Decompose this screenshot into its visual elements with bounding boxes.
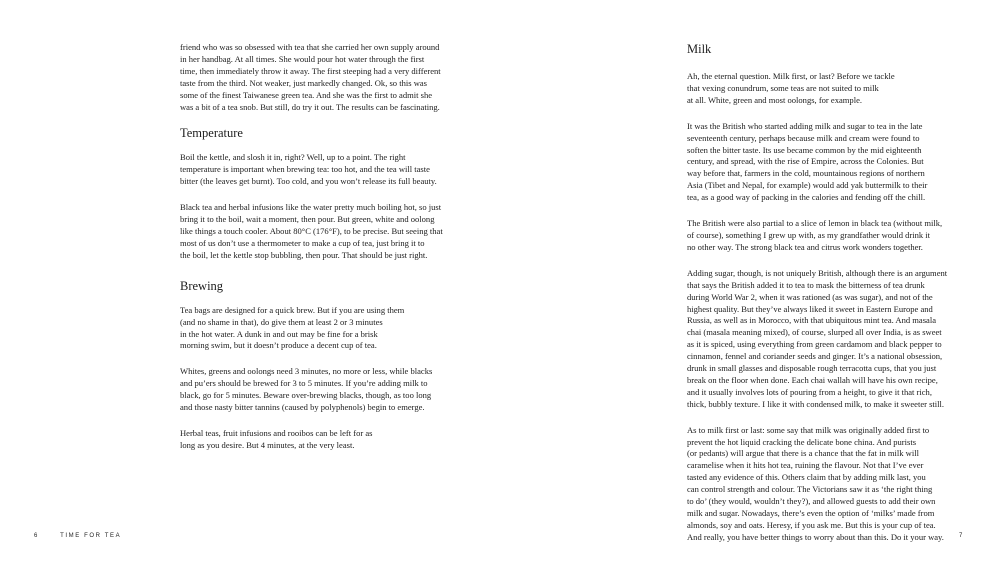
milk-paragraph: The British were also partial to a slice of lemon in black tea (without milk, of course), something I grew up with, as my grandfather would drink it no other way. The strong black tea and citrus work wonders together. (687, 218, 943, 252)
brewing-paragraph: Herbal teas, fruit infusions and rooibos can be left for as long as you desire. But 4 minutes, at the very least. (180, 427, 373, 450)
milk-paragraph: It was the British who started adding milk and sugar to tea in the late seventeenth century, perhaps because milk and cream were found to soften the bitter taste. Its use became common by the mid eighteenth century, and spread, with the rise of Empire, across the Colonies. But way before that, farmers in the cold, mountainous regions of northern Asia (Tibet and Nepal, for example) would add yak buttermilk to their tea, as a good way of packing in the calories and fending off the chill. (687, 120, 928, 203)
page-number: 7 (959, 533, 963, 539)
page-number: 6 (34, 533, 39, 539)
brewing-heading: Brewing (180, 278, 224, 293)
right-page-column (687, 42, 969, 558)
milk-paragraph: As to milk first or last: some say that milk was originally added first to prevent the hot liquid cracking the delicate bone china. And purists (or pedants) will argue that there is a chance that the fat in milk will caramelise when it hits hot tea, ruining the flavour. Not that I’ve ever tasted any evidence of this. Others claim that by adding milk last, you can control strength and colour. The Victorians saw it as ‘the right thing to do’ (they would, wouldn’t they?), and allowed guests to add their own milk and sugar. Nowadays, there’s even the option of ‘milks’ made from almonds, soy and oats. Heresy, if you ask me. But this is your cup of tea. And really, you have better things to worry about than this. Do it your way. (687, 424, 944, 542)
brewing-paragraph: Tea bags are designed for a quick brew. But if you are using them (and no shame in that), do give them at least 2 or 3 minutes in the hot water. A dunk in and out may be fine for a brisk morning swim, but it doesn’t produce a decent cup of tea. (180, 304, 405, 351)
left-page-footer (34, 533, 121, 539)
temperature-heading: Temperature (180, 126, 243, 141)
brewing-paragraph: Whites, greens and oolongs need 3 minutes, no more or less, while blacks and pu’ers should be brewed for 3 to 5 minutes. If you’re adding milk to black, go for 5 minutes. Beware over-brewing blacks, though, as too long and those nasty bitter tannins (caused by polyphenols) begin to emerge. (180, 366, 433, 413)
running-title: TIME FOR TEA (60, 533, 122, 539)
milk-paragraph: Adding sugar, though, is not uniquely British, although there is an argument that says the British added it to tea to mask the bitterness of tea drunk during World War 2, when it was rationed (as was sugar), and not of the highest quality. But they’ve always liked it sweet in Eastern Europe and Russia, as well as in Morocco, with that ubiquitous mint tea. And masala chai (masala meaning mixed), of course, slurped all over India, is as sweet as it is spiced, using everything from green cardamom and black pepper to cinnamon, fennel and coriander seeds and ginger. It’s a national obsession, drunk in small glasses and disposable rough terracotta cups, that you just break on the floor when done. Each chai wallah will have his own recipe, and it usually involves lots of pouring from a height, to give it that rich, thick, bubbly texture. I like it with condensed milk, to make it sweeter still. (687, 267, 948, 409)
intro-paragraph: friend who was so obsessed with tea that she carried her own supply around in her handbag. At all times. She would pour hot water through the first time, then immediately throw it away. The first steeping had a very different taste from the third. Not weaker, just markedly changed. Ok, so this was some of the finest Taiwanese green tea. And she was the first to admit she was a bit of a tea snob. But still, do try it out. The results can be fascinating. (180, 42, 441, 112)
temperature-paragraph: Boil the kettle, and slosh it in, right? Well, up to a point. The right temperature is important when brewing tea: too hot, and the tea will taste bitter (the leaves get burnt). Too cold, and you won’t release its full beauty. (180, 152, 437, 187)
milk-paragraph: Ah, the eternal question. Milk first, or last? Before we tackle that vexing conundrum, some teas are not suited to milk at all. White, green and most oolongs, for example. (687, 71, 895, 105)
temperature-paragraph: Black tea and herbal infusions like the water pretty much boiling hot, so just bring it to the boil, wait a moment, then pour. But green, white and oolong like things a touch cooler. About 80°C (176°F), to be precise. But seeing that most of us don’t use a thermometer to make a cup of tea, just bring it to the boil, let the kettle stop bubbling, then pour. That should be just right. (180, 202, 443, 260)
left-page-column (180, 42, 462, 466)
milk-heading: Milk (687, 42, 712, 56)
right-page-footer (959, 533, 962, 539)
